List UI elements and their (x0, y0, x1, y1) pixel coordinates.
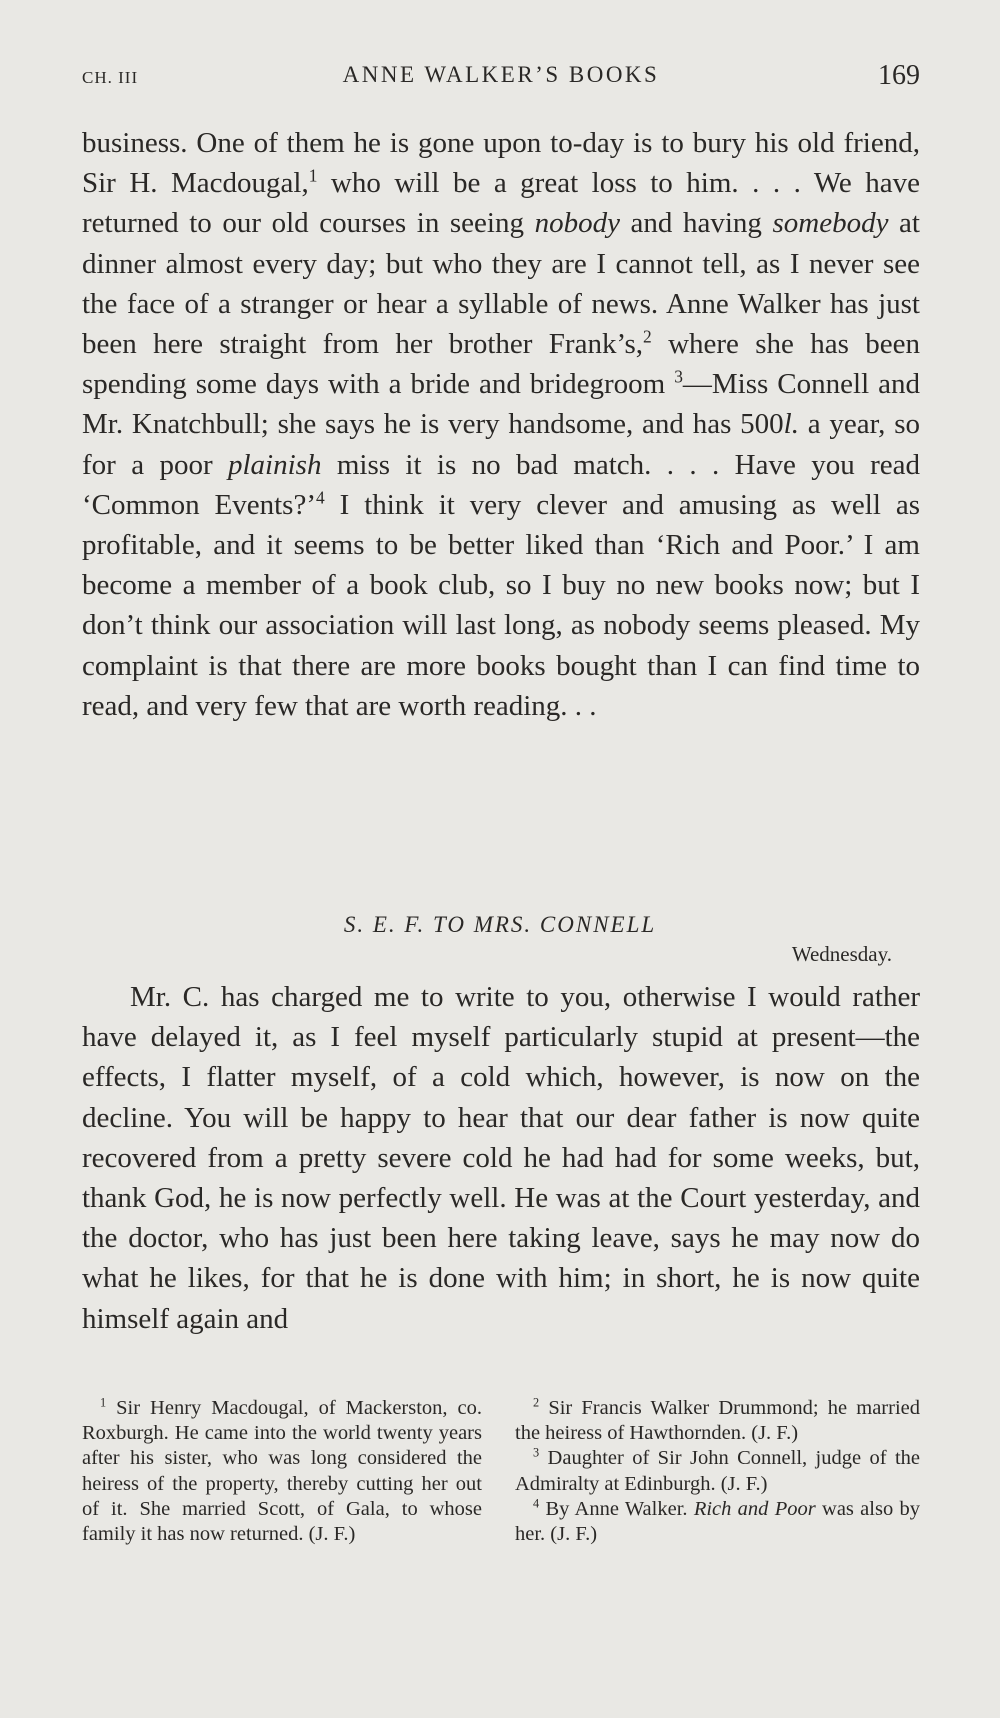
footnote-text: Sir Francis Walker Drummond; he married the heiress of Hawthornden. (J. F.) (515, 1397, 920, 1445)
italic-plainish: plainish (228, 448, 322, 481)
footnote-text: Sir Henry Macdougal, of Mackerston, co. Roxburgh. He came into the world twenty years after his sister, who was long considered the heiress of the property, thereby cutting her out of it. She married Scott, of Gala, to whose family it has now returned. (J. F.) (82, 1397, 482, 1546)
letter-body-text (82, 977, 920, 1339)
footnote-text: was also by her. (J. F.) (515, 1497, 920, 1546)
footnote-ref-1: 1 (308, 165, 318, 186)
page-number: 169 (878, 60, 920, 91)
footnote-text: By Anne Walker. (539, 1497, 694, 1520)
footnote-3 (515, 1446, 920, 1496)
chapter-label: CH. III (82, 68, 139, 87)
italic-nobody: nobody (534, 207, 620, 240)
text-run: miss it is no bad match. . . . Have you read ‘Common Events?’ (82, 448, 921, 521)
footnote-ref-2: 2 (643, 326, 652, 347)
footnote-4 (515, 1497, 920, 1547)
letter-continuation-text (82, 123, 920, 726)
footnote-column-left (82, 1396, 482, 1547)
text-run: I think it very clever and amusing as well as profitable, and it seems to be better liked than ‘Rich and Poor.’ I am become a member of a book club, so I buy no new books now; but I don’t think our association will last long, as nobody seems pleased. My complaint is that there are more books bought than I can find time to read, and very few that are worth reading. . . (82, 488, 920, 722)
text-run: a year, so for a poor (82, 408, 920, 481)
text-run: business. One of them he is gone upon to-day is to bury his old friend, Sir H. Macdougal, (82, 127, 920, 200)
footnote-text: Daughter of Sir John Connell, judge of the Admiralty at Edinburgh. (J. F.) (515, 1447, 920, 1495)
text-run: at dinner almost every day; but who they are I cannot tell, as I never see the face of a stranger or hear a syllable of news. Anne Walker has just been here straight from her brother Frank’s, (82, 207, 920, 361)
running-header (82, 60, 920, 100)
running-title: ANNE WALKER’S BOOKS (342, 62, 660, 87)
footnote-ref-4: 4 (316, 487, 325, 508)
footnote-number: 3 (533, 1446, 540, 1461)
letter-dateline: Wednesday. (791, 942, 892, 966)
text-run: and having (619, 207, 773, 240)
letter-heading: S. E. F. TO MRS. CONNELL (343, 912, 657, 937)
text-run: where she has been spending some days with a bride and bridegroom (82, 328, 920, 401)
paragraph: Mr. C. has charged me to write to you, otherwise I would rather have delayed it, as I feel myself particularly stupid at present—the effects, I flatter myself, of a cold which, however, is now on the decline. You will be happy to hear that our dear father is now quite recovered from a pretty severe cold he had had for some weeks, but, thank God, he is now perfectly well. He was at the Court yesterday, and the doctor, who has just been here taking leave, says he may now do what he likes, for that he is done with him; in short, he is now quite himself again and (82, 981, 920, 1335)
paragraph (82, 123, 920, 726)
footnote-number: 2 (533, 1395, 540, 1410)
italic-book-title: Rich and Poor (693, 1497, 816, 1520)
footnote-column-right (515, 1396, 920, 1547)
text-run: —Miss Connell and Mr. Knatchbull; she says he is very handsome, and has 500 (82, 368, 920, 441)
italic-somebody: somebody (772, 207, 889, 240)
footnote-number: 1 (100, 1395, 107, 1410)
footnote-1 (82, 1396, 482, 1547)
text-run: who will be a great loss to him. . . . We have returned to our old courses in seeing (82, 167, 920, 240)
footnote-number: 4 (533, 1496, 540, 1511)
footnote-ref-3: 3 (674, 366, 683, 387)
italic-pounds-abbrev: l. (783, 408, 799, 441)
footnote-2 (515, 1396, 920, 1446)
